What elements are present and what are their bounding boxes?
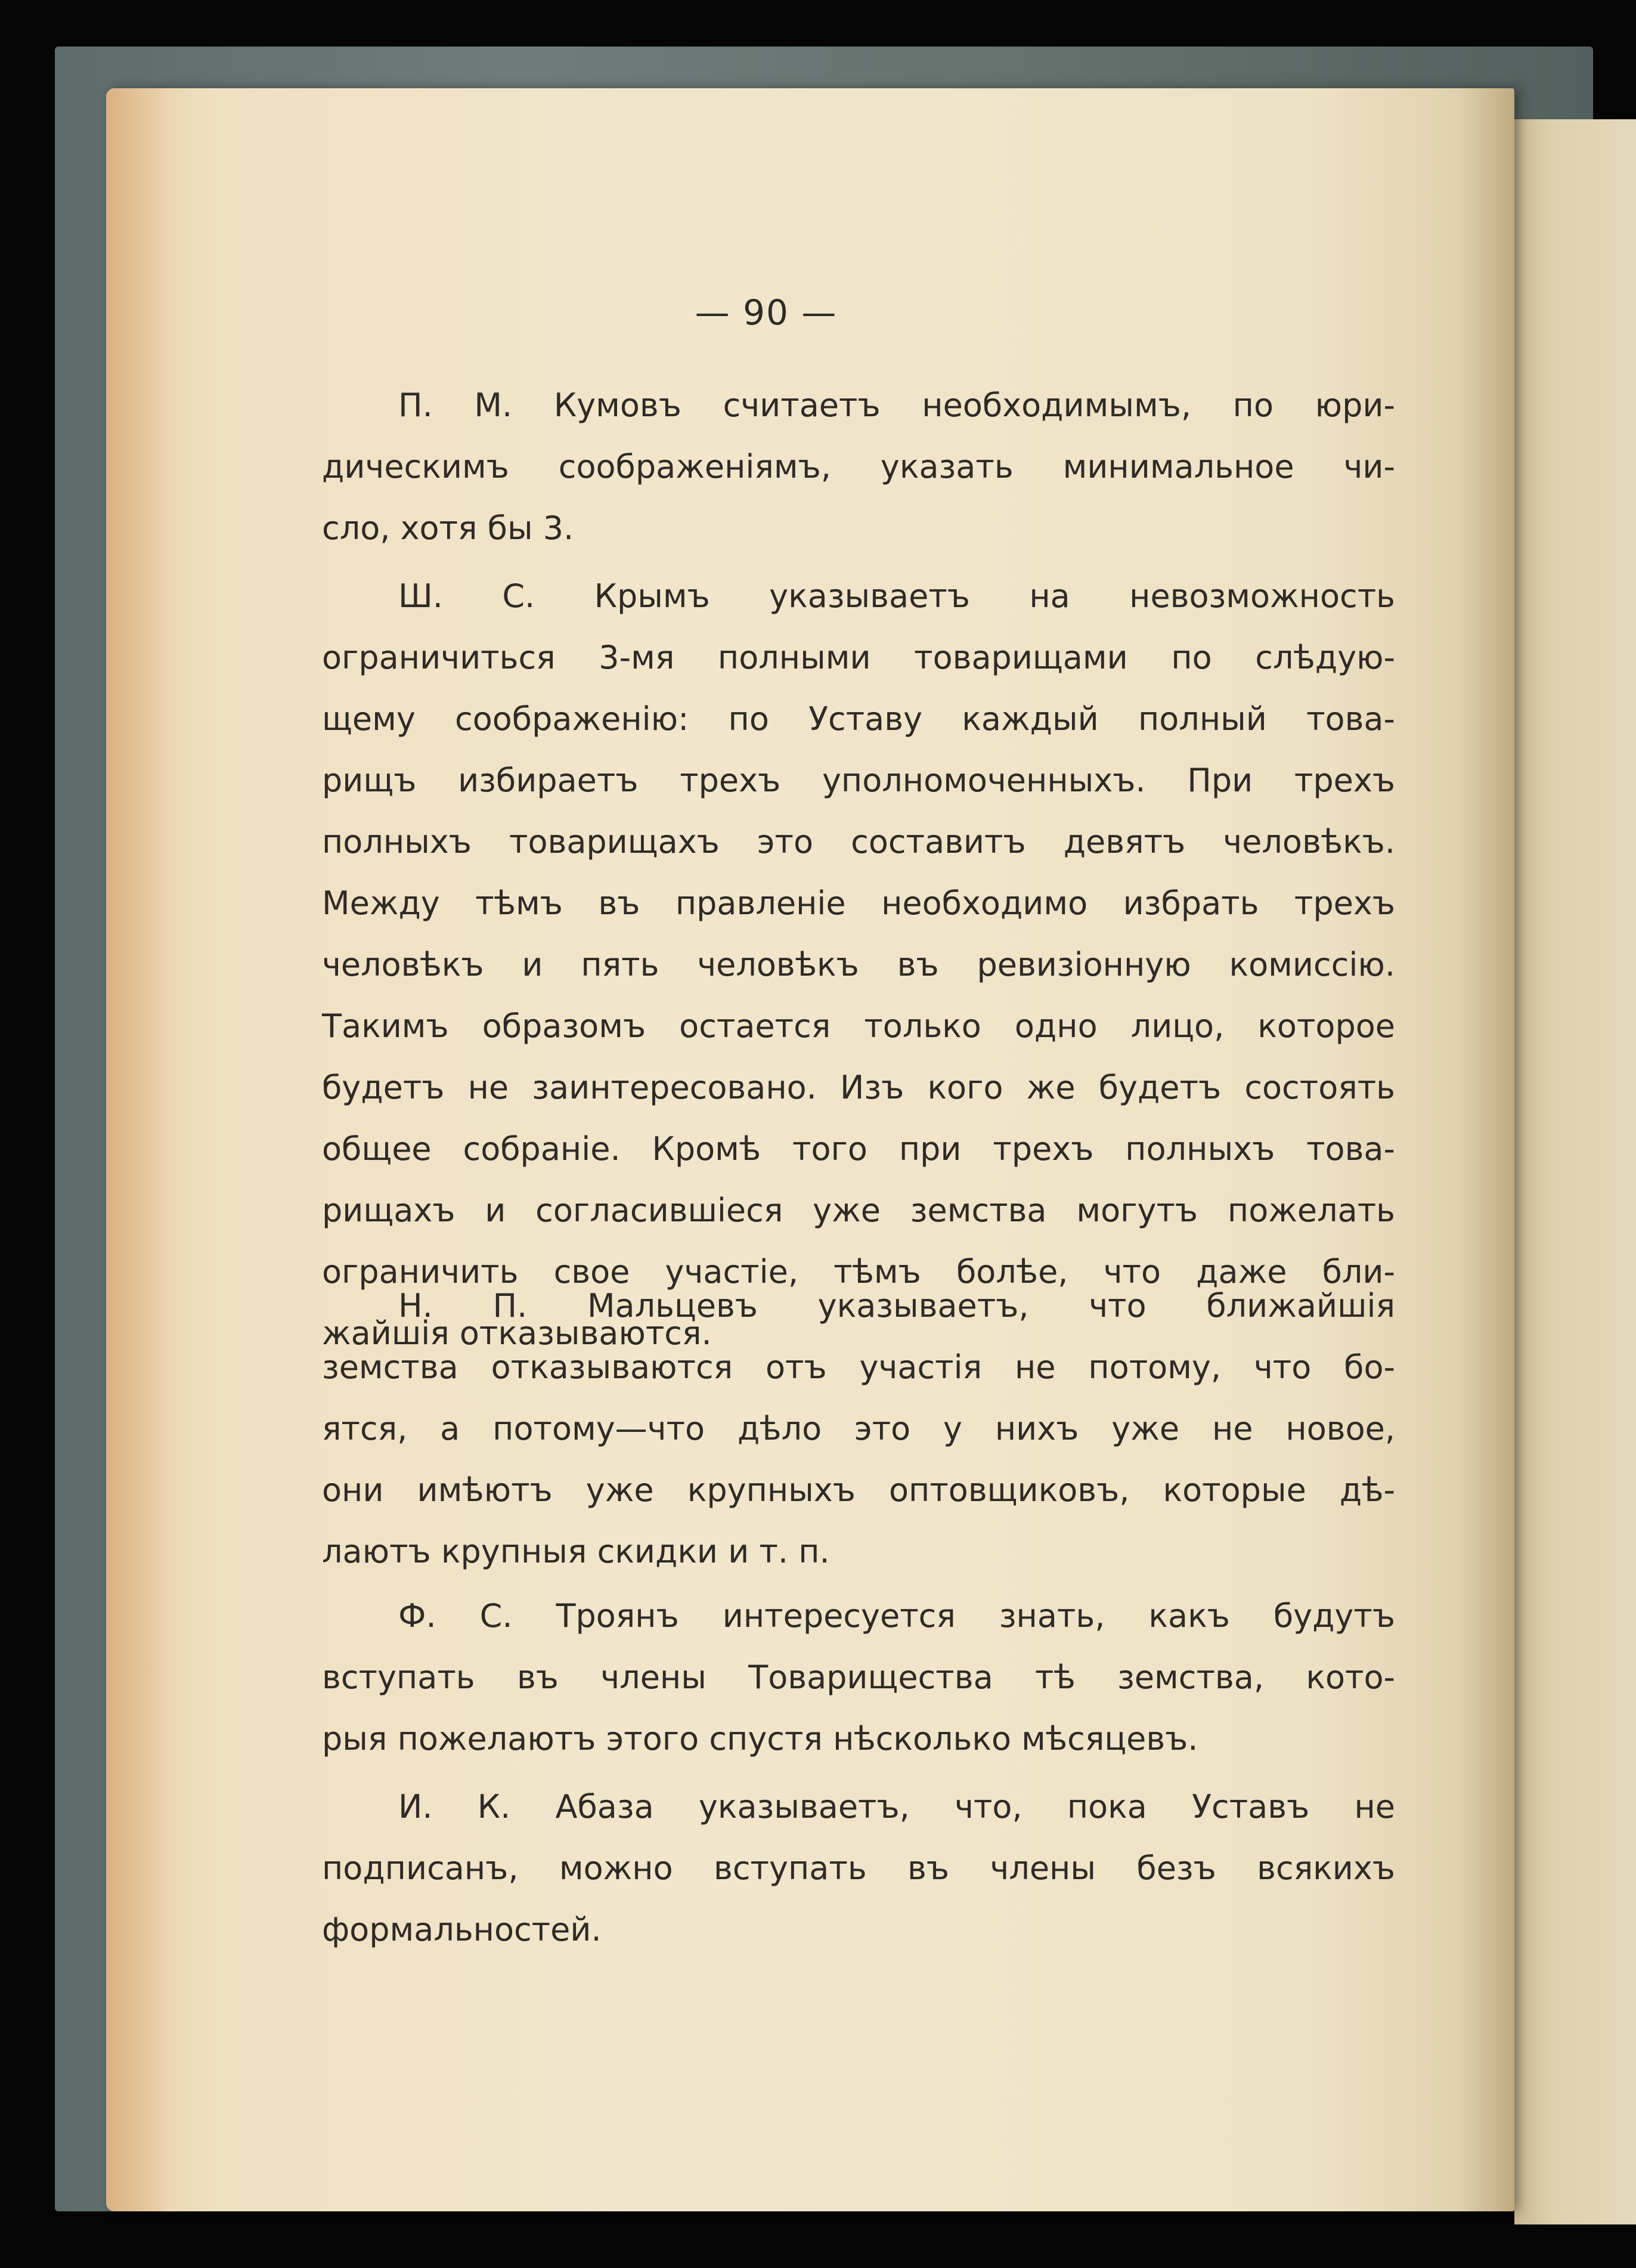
- text-line: рыя пожелаютъ этого спустя нѣсколько мѣсяцевъ.: [322, 1720, 1198, 1758]
- text-line: общее собраніе. Кромѣ того при трехъ полныхъ това-: [322, 1130, 1395, 1168]
- page-edge-discoloration: [106, 88, 169, 2211]
- text-line: рищъ избираетъ трехъ уполномоченныхъ. При трехъ: [322, 762, 1395, 799]
- text-line: ограничиться 3-мя полными товарищами по слѣдую-: [322, 639, 1395, 676]
- text-line: подписанъ, можно вступать въ члены безъ всякихъ: [322, 1849, 1395, 1887]
- paragraph-krym: [322, 565, 1395, 1364]
- text-line: Ф. С. Троянъ интересуется знать, какъ будутъ: [398, 1597, 1395, 1635]
- text-line: Такимъ образомъ остается только одно лицо, которое: [322, 1007, 1395, 1045]
- text-line: вступать въ члены Товарищества тѣ земства, кото-: [322, 1659, 1395, 1696]
- paragraph-abaza: [322, 1776, 1395, 1960]
- text-line: П. М. Кумовъ считаетъ необходимымъ, по юри-: [398, 386, 1395, 424]
- text-line: рищахъ и согласившіеся уже земства могутъ пожелать: [322, 1192, 1395, 1229]
- text-line: Н. П. Мальцевъ указываетъ, что ближайшія: [398, 1287, 1395, 1325]
- next-page-edge: [1514, 119, 1636, 2224]
- text-line: человѣкъ и пять человѣкъ въ ревизіонную комиссію.: [322, 946, 1395, 983]
- page-number: — 90 —: [695, 292, 838, 333]
- text-line: они имѣютъ уже крупныхъ оптовщиковъ, которые дѣ-: [322, 1471, 1395, 1509]
- text-line: жайшія отказываются.: [322, 1314, 712, 1352]
- text-line: будетъ не заинтересовано. Изъ кого же будетъ состоять: [322, 1069, 1395, 1106]
- text-line: Между тѣмъ въ правленіе необходимо избрать трехъ: [322, 884, 1395, 922]
- paragraph-maltsev: [322, 1275, 1395, 1582]
- text-line: дическимъ соображеніямъ, указать минимальное чи-: [322, 448, 1395, 485]
- text-line: Ш. С. Крымъ указываетъ на невозможность: [398, 577, 1395, 615]
- text-line: формальностей.: [322, 1911, 602, 1948]
- text-line: земства отказываются отъ участія не потому, что бо-: [322, 1348, 1395, 1386]
- paragraph-kumov: [322, 375, 1395, 559]
- text-line: ограничить свое участіе, тѣмъ болѣе, что даже бли-: [322, 1253, 1395, 1291]
- text-line: щему соображенію: по Уставу каждый полный това-: [322, 700, 1395, 738]
- text-line: лаютъ крупныя скидки и т. п.: [322, 1533, 830, 1570]
- text-line: сло, хотя бы 3.: [322, 509, 574, 547]
- text-line: полныхъ товарищахъ это составитъ девятъ человѣкъ.: [322, 823, 1395, 861]
- text-line: И. К. Абаза указываетъ, что, пока Уставъ не: [398, 1788, 1395, 1825]
- text-line: ятся, а потому—что дѣло это у нихъ уже не новое,: [322, 1410, 1395, 1447]
- paragraph-troyan: [322, 1585, 1395, 1769]
